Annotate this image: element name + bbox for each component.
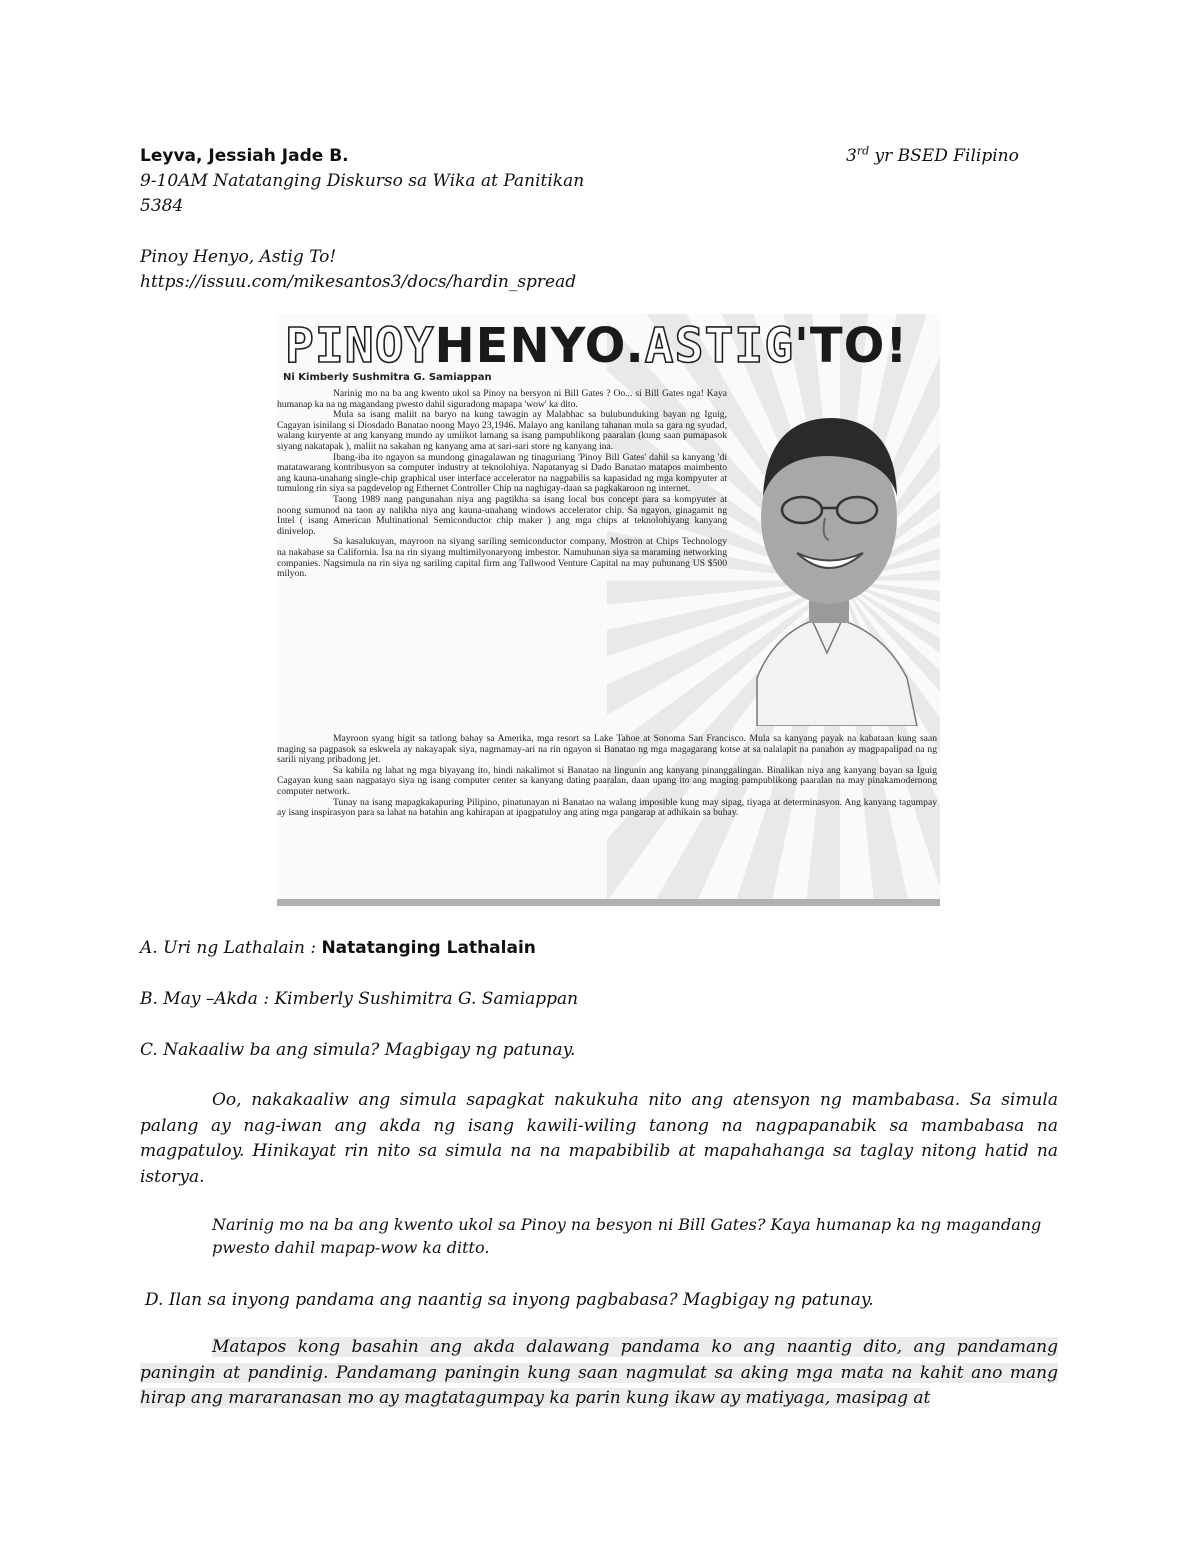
article-body-wide-column — [277, 734, 937, 819]
class-schedule: 9-10AM Natatanging Diskurso sa Wika at Panitikan — [140, 171, 585, 191]
headline-apostrophe: ' — [794, 318, 810, 374]
article-paragraph: Narinig mo na ba ang kwento ukol sa Pinoy na bersyon ni Bill Gates ? Oo... si Bill Gates nga! Kaya humanap ka na ng magandang pwesto dahil siguradong mapapa 'wow' ka dito. — [277, 388, 727, 410]
year-superscript: rd — [856, 144, 870, 158]
clipping-byline: Ni Kimberly Sushmitra G. Samiappan — [283, 372, 492, 383]
clipping-bottom-bar — [277, 899, 940, 906]
headline-to: TO! — [809, 318, 909, 374]
class-code: 5384 — [140, 196, 184, 216]
article-paragraph: Mula sa isang maliit na baryo na kung tawagin ay Malabhac sa bulubunduking bayan ng Iguig, Cagayan isinilang si Diosdado Banatao noong Mayo 23,1946. Malayo ang kanilang tahanan mula sa gara ng syudad, walang kuryente at ang kanyang mundo ay umiikot lamang sa isang pampublikong paaralan (kung saan pumapasok siyang nakatapak ), maliit na sakahan ng kanyang ama at sari-sari store ng kanyang ina. — [277, 409, 727, 452]
question-a-answer: Natatanging Lathalain — [321, 938, 536, 958]
year-suffix: yr BSED Filipino — [869, 146, 1019, 166]
question-a-label: A. Uri ng Lathalain : — [140, 938, 322, 958]
article-paragraph: Ibang-iba ito ngayon sa mundong ginagalawan ng tinaguriang 'Pinoy Bill Gates' dahil sa kanyang 'di matatawarang kontribusyon sa computer industry at teknolohiya. Napatanyag si Dado Banatao matapos maimbento ang kauna-unahang single-chip graphical user interface accelerator na nagpabilis sa kapasidad ng mga kompyuter at tumulong rin siya sa pagdevelop ng Ethernet Controller Chip na naghigay-daan sa pagkakaroon ng internet. — [277, 451, 727, 495]
year-level — [846, 144, 1019, 168]
article-body-left-column — [277, 389, 727, 580]
clipping-headline — [285, 318, 908, 374]
answer-paragraph — [140, 1335, 1058, 1412]
answer-highlight: Matapos kong basahin ang akda dalawang pandama ko ang naantig dito, ang pandamang paningin at pandinig. Pandamang paningin kung saan nagmulat sa aking mga mata na kahit ano mang hirap ang mararanasan mo ay magtatagumpay ka parin kung ikaw ay matiyaga, masipag at — [140, 1337, 1058, 1408]
question-d: D. Ilan sa inyong pandama ang naantig sa inyong pagbabasa? Magbigay ng patunay. — [145, 1290, 874, 1310]
headline-pinoy: PINOY — [285, 318, 435, 374]
question-c-quote: Narinig mo na ba ang kwento ukol sa Pinoy na besyon ni Bill Gates? Kaya humanap ka ng magandang pwesto dahil mapap-wow ka ditto. — [212, 1215, 1042, 1257]
question-d-answer — [140, 1335, 1058, 1412]
headline-dot: . — [625, 318, 645, 374]
headline-astig: ASTIG — [644, 318, 795, 374]
question-c-answer — [140, 1088, 1058, 1190]
question-a — [140, 936, 536, 960]
banatao-portrait-photo — [717, 378, 937, 726]
source-title: Pinoy Henyo, Astig To! — [140, 247, 337, 267]
source-url: https://issuu.com/mikesantos3/docs/hardin_spread — [140, 272, 577, 292]
article-paragraph: Taong 1989 nang pangunahan niya ang pagtikha sa isang local bus concept para sa kompyuter at noong sumunod na taon ay nalikha niya ang kauna-unahang windows accelerator chip. Sa ngayon, ginagamit ng Intel ( isang American Multinational Semiconductor chip maker ) ang mga chips at teknolohiyang kanyang dinivelop. — [277, 493, 727, 537]
year-prefix: 3 — [846, 146, 857, 166]
article-paragraph: Sa kasalukuyan, mayroon na siyang sariling semiconductor company, Mostron at Chips Technology na nakabase sa California. Isa na rin siyang multimilyonaryong imbestor. Namuhunan siya sa maraming networking companies. Nagsimula na rin siya ng sariling capital firm ang Tallwood Venture Capital na may puhunang US $500 milyon. — [277, 536, 727, 580]
headline-henyo: HENYO — [434, 318, 626, 374]
article-paragraph: Mayroon syang higit sa tatlong bahay sa Amerika, mga resort sa Lake Tahoe at Sonoma San Francisco. Mula sa kanyang payak na kabataan kung saan maging sa pagpasok sa eskwela ay nakayapak siya, nagmamay-ari na rin ngayon si Banatao ng mga magagarang kotse at sa nalalapit na panahon ay magpapalipad na ng sarili niyang pribadong jet. — [277, 733, 937, 766]
answer-paragraph: Oo, nakakaaliw ang simula sapagkat nakukuha nito ang atensyon ng mambabasa. Sa simula palang ay nag-iwan ang akda ng isang kawili-wiling tanong na nagpapanabik sa mambabasa na magpatuloy. Hinikayat rin nito sa simula na na mapabibilib at mapahahanga sa taglay nitong hatid na istorya. — [140, 1090, 1058, 1187]
question-c: C. Nakaaliw ba ang simula? Magbigay ng patunay. — [140, 1040, 576, 1060]
student-name: Leyva, Jessiah Jade B. — [140, 146, 349, 166]
article-paragraph: Tunay na isang mapagkakapuring Pilipino, pinatunayan ni Banatao na walang imposible kung may sipag, tiyaga at determinasyon. Ang kanyang tagumpay ay isang inspirasyon para sa lahat na batahin ang kahirapan at ipagpatuloy ang ating mga pangarap at adhikain sa buhay. — [277, 796, 937, 819]
article-paragraph: Sa kabila ng lahat ng mga biyayang ito, hindi nakalimot si Banatao na lingunin ang kanyang pinanggalingan. Binalikan niya ang kanyang bayan sa Iguig Cagayan kung saan nagpatayo siya ng isang computer center sa kanyang dating paaralan, daan upang ito ang maging pampublikong paaralan na may pinakamodernong computer network. — [277, 764, 937, 797]
question-b: B. May –Akda : Kimberly Sushimitra G. Samiappan — [140, 989, 579, 1009]
article-clipping — [277, 314, 940, 906]
